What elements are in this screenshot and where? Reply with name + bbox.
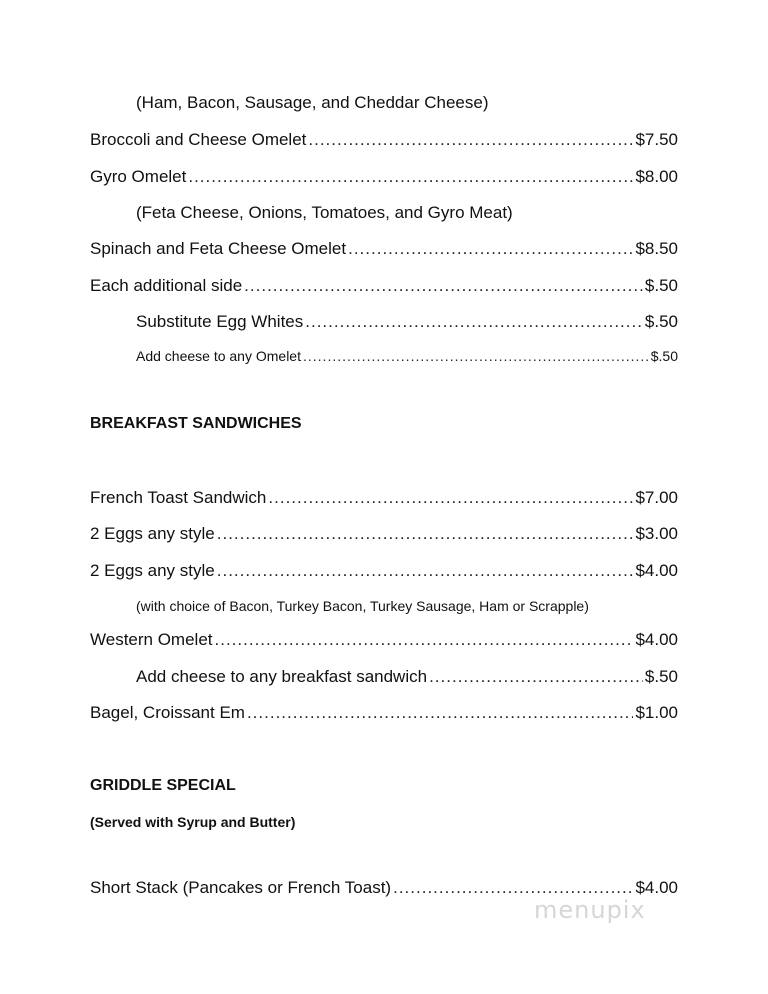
omelet-note-ham: (Ham, Bacon, Sausage, and Cheddar Cheese) — [136, 93, 489, 112]
menu-item — [90, 702, 678, 724]
leader-dots — [247, 702, 634, 724]
item-name: Broccoli and Cheese Omelet — [90, 130, 307, 149]
item-price: $4.00 — [635, 561, 678, 580]
item-price: $3.00 — [635, 524, 678, 543]
item-price: $.50 — [650, 348, 678, 364]
menu-item — [90, 166, 678, 188]
menu-item — [90, 275, 678, 297]
item-name: Substitute Egg Whites — [136, 312, 304, 331]
leader-dots — [217, 560, 634, 582]
item-price: $.50 — [644, 667, 678, 686]
item-price: $7.50 — [635, 130, 678, 149]
griddle-subheading: (Served with Syrup and Butter) — [90, 814, 296, 830]
section-heading-griddle-special: GRIDDLE SPECIAL — [90, 777, 236, 794]
menu-item — [90, 560, 678, 582]
item-price: $1.00 — [635, 703, 678, 722]
menu-item — [90, 523, 678, 545]
leader-dots — [429, 666, 643, 688]
leader-dots — [244, 275, 643, 297]
item-price: $8.50 — [635, 239, 678, 258]
menu-sub-item — [136, 311, 678, 333]
leader-dots — [308, 129, 633, 151]
item-name: Western Omelet — [90, 630, 213, 649]
item-price: $.50 — [644, 312, 678, 331]
menu-item — [90, 487, 678, 509]
item-name: Each additional side — [90, 276, 243, 295]
leader-dots — [348, 238, 633, 260]
leader-dots — [217, 523, 634, 545]
leader-dots — [188, 166, 633, 188]
menu-sub-item — [136, 666, 678, 688]
section-heading-breakfast-sandwiches: BREAKFAST SANDWICHES — [90, 415, 302, 432]
item-name: Spinach and Feta Cheese Omelet — [90, 239, 347, 258]
item-price: $7.00 — [635, 488, 678, 507]
item-price: $4.00 — [635, 630, 678, 649]
menu-item — [90, 629, 678, 651]
menu-item — [90, 129, 678, 151]
item-name: French Toast Sandwich — [90, 488, 267, 507]
item-name: Gyro Omelet — [90, 167, 187, 186]
leader-dots — [303, 347, 649, 365]
menu-item — [90, 238, 678, 260]
item-name: 2 Eggs any style — [90, 524, 215, 543]
item-price: $.50 — [644, 276, 678, 295]
leader-dots — [268, 487, 633, 509]
item-name: Short Stack (Pancakes or French Toast) — [90, 878, 392, 897]
menu-sub-item — [136, 347, 678, 365]
item-name: Bagel, Croissant Em — [90, 703, 245, 722]
item-price: $8.00 — [635, 167, 678, 186]
sandwich-choice-note: (with choice of Bacon, Turkey Bacon, Turkey Sausage, Ham or Scrapple) — [136, 598, 589, 614]
leader-dots — [305, 311, 643, 333]
item-name: Add cheese to any breakfast sandwich — [136, 667, 428, 686]
item-name: 2 Eggs any style — [90, 561, 215, 580]
leader-dots — [215, 629, 634, 651]
item-price: $4.00 — [635, 878, 678, 897]
omelet-note-gyro: (Feta Cheese, Onions, Tomatoes, and Gyro Meat) — [136, 203, 513, 222]
watermark-logo: menupix — [534, 896, 646, 924]
item-name: Add cheese to any Omelet — [136, 348, 301, 364]
